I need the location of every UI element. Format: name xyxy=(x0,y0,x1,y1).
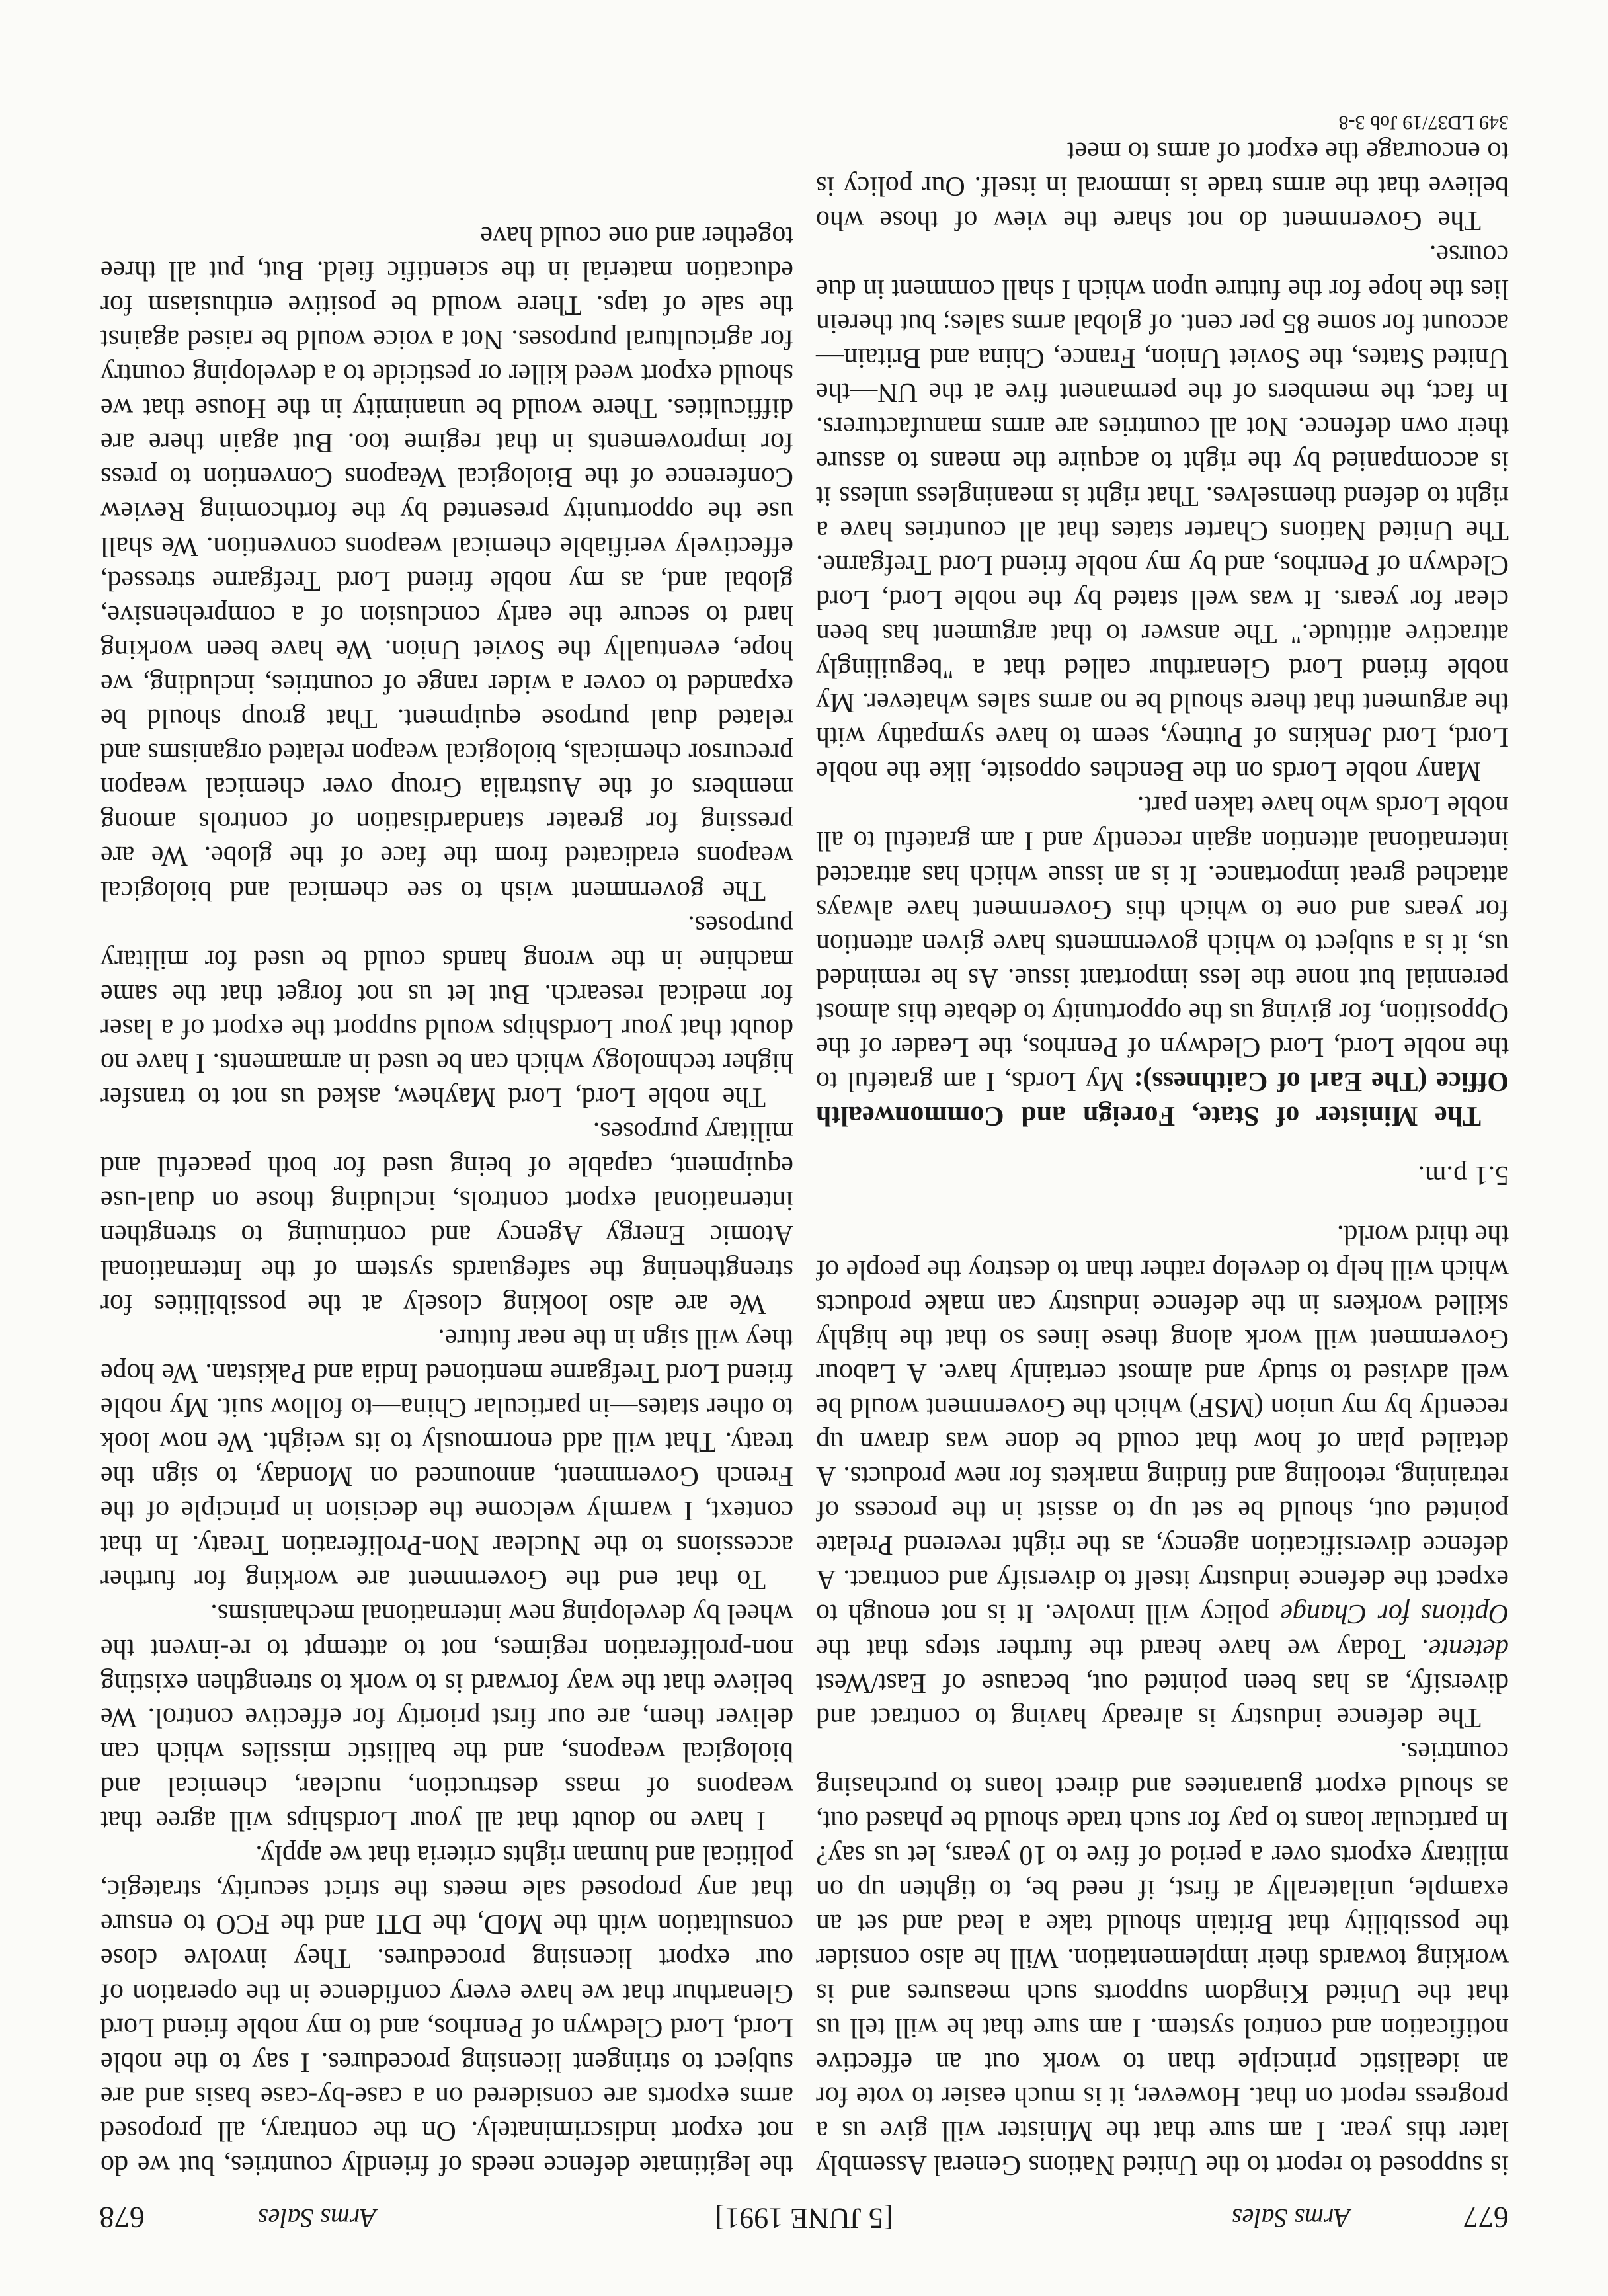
running-title-left: Arms Sales xyxy=(1232,2203,1350,2233)
paragraph: The defence industry is already having to contract and diversify, as has been pointed out, because of East/West detente. Today we have heard the further steps that the Options for Change policy will involve. It is not enough to expect the defence industry itself to diversify and contract. A defence diversification agency, as the right reverend Prelate pointed out, should be set up to assist in the process of retraining, retooling and finding markets for new products. A detailed plan of how that could be done was drawn up recently by my union (MSF) which the Government would be well advised to study and almost certainly have. A Labour Government will work along these lines so that the highly skilled workers in the defence industry can make products which will help to develop rather than to destroy the people of the third world. xyxy=(816,1219,1509,1733)
page-header xyxy=(99,2195,1509,2235)
paragraph: The noble Lord, Lord Mayhew, asked us not to transfer higher technology which can be used in armaments. I have no doubt that your Lordships would support the export of a laser for medical research. But let us not forget that the same machine in the wrong hands could be used for military purposes. xyxy=(100,909,793,1113)
speaker-name: The Minister of State, Foreign and Commonwealth Office (The Earl of Caithness): xyxy=(816,1066,1509,1131)
paragraph: To that end the Government are working for further accessions to the Nuclear Non-Proliferation Treaty. In that context, I warmly welcome the decision in principle of the French Government, announced on Monday, to sign the treaty. That will add enormously to its weight. We now look to other states—in particular China—to follow suit. My noble friend Lord Trefgarne mentioned India and Pakistan. We hope they will sign in the near future. xyxy=(100,1323,793,1595)
paragraph: I have no doubt that all your Lordships will agree that weapons of mass destruction, nuclear, chemical and biological weapons, and the ballistic missiles which can deliver them, are our first priority for effective control. We believe that the way forward is to work to strengthen existing non-proliferation regimes, not to attempt to re-invent the wheel by developing new international mechanisms. xyxy=(100,1598,793,1836)
running-title-right: Arms Sales xyxy=(258,2203,376,2233)
left-column xyxy=(816,134,1509,2182)
time-marker: 5.1 p.m. xyxy=(1418,1160,1509,1191)
paragraph: The government wish to see chemical and biological weapons eradicated from the face of the globe. We are pressing for greater standardisation of controls among members of the Australia Group over chemical weapon precursor chemicals, biological weapon related organisms and related dual purpose equipment. That group should be expanded to cover a wider range of countries, including, we hope, eventually the Soviet Union. We have been working hard to secure the early conclusion of a comprehensive, global and, as my noble friend Lord Trefgarne stressed, effectively verifiable chemical weapons convention. We shall use the opportunity presented by the forthcoming Review Conference of the Biological Weapons Convention to press for improvements in that regime too. But again there are difficulties. There would be unanimity in the House that we should export weed killer or pesticide to a developing country for agricultural purposes. Not a voice would be raised against the sale of taps. There would be positive enthusiasm for education material in the scientific field. But, put all three together and one could have xyxy=(100,220,793,906)
page-number-left: 677 xyxy=(1463,2201,1509,2234)
page-number-right: 678 xyxy=(99,2201,145,2234)
paragraph: the legitimate defence needs of friendly countries, but we do not export indiscriminately. On the contrary, all proposed arms exports are considered on a case-by-case basis and are subject to stringent licensing procedures. I say to the noble Lord, Lord Cledwyn of Penrhos, and to my noble friend Lord Glenarthur that we have every confidence in the operation of our export licensing procedures. They involve close consultation with the MoD, the DTI and the FCO to ensure that any proposed sale meets the strict security, strategic, political and human rights criteria that we apply. xyxy=(100,1840,793,2180)
speaker-paragraph: The Minister of State, Foreign and Commonwealth Office (The Earl of Caithness): My Lords, I am grateful to the noble Lord, Lord Cledwyn of Penrhos, the Leader of the Opposition, for giving us the opportunity to debate this almost perennial but none the less important issue. As he reminded us, it is a subject to which governments have given attention for years and one to which this Government have always attached great importance. It is an issue which has attracted international attention again recently and I am grateful to all noble Lords who have taken part. xyxy=(816,790,1509,1131)
paragraph: The Government do not share the view of those who believe that the arms trade is immoral in itself. Our policy is to encourage the export of arms to meet xyxy=(816,136,1509,235)
right-column xyxy=(100,219,793,2182)
sitting-date: [5 JUNE 1991] xyxy=(715,2202,893,2234)
paragraph: We are also looking closely at the possibilities for strengthening the safeguards system of the International Atomic Energy Agency and continuing to strengthen international export controls, including those on dual-use equipment, capable of being used for both peaceful and military purposes. xyxy=(100,1116,793,1319)
paragraph: is supposed to report to the United Nations General Assembly later this year. I am sure that the Minister will give us a progress report on that. However, it is much easier to vote for an idealistic principle than to work out an effective notification and control system. I am sure that he will tell us that the United Kingdom supports such measures and is working towards their implementation. Will he also consider the possibility that Britain should take a lead and set an example, unilaterally at first, if need be, to tighten up on military exports over a period of five to 10 years, let us say? In particular loans to pay for such trade should be phased out, as should export guarantees and direct loans to purchasing countries. xyxy=(816,1736,1509,2180)
print-job-footer: 349 LD37/19 Job 3-8 xyxy=(1338,112,1509,134)
paragraph: Many noble Lords on the Benches opposite, like the noble Lord, Lord Jenkins of Putney, seem to have sympathy with the argument that there should be no arms sales whatever. My noble friend Lord Glenarthur called that a "beguilingly attractive attitude." The answer to that argument has been clear for years. It was well stated by the noble Lord, Lord Cledwyn of Penrhos, and by my noble friend Lord Trefgarne. The United Nations Charter states that all countries have a right to defend themselves. That right is meaningless unless it is accompanied by the right to acquire the means to assure their own defence. Not all countries are arms manufacturers. In fact, the members of the permanent five at the UN—the United States, the Soviet Union, France, China and Britain—account for some 85 per cent. of global arms sales; but therein lies the hope for the future upon which I shall comment in due course. xyxy=(816,239,1509,787)
